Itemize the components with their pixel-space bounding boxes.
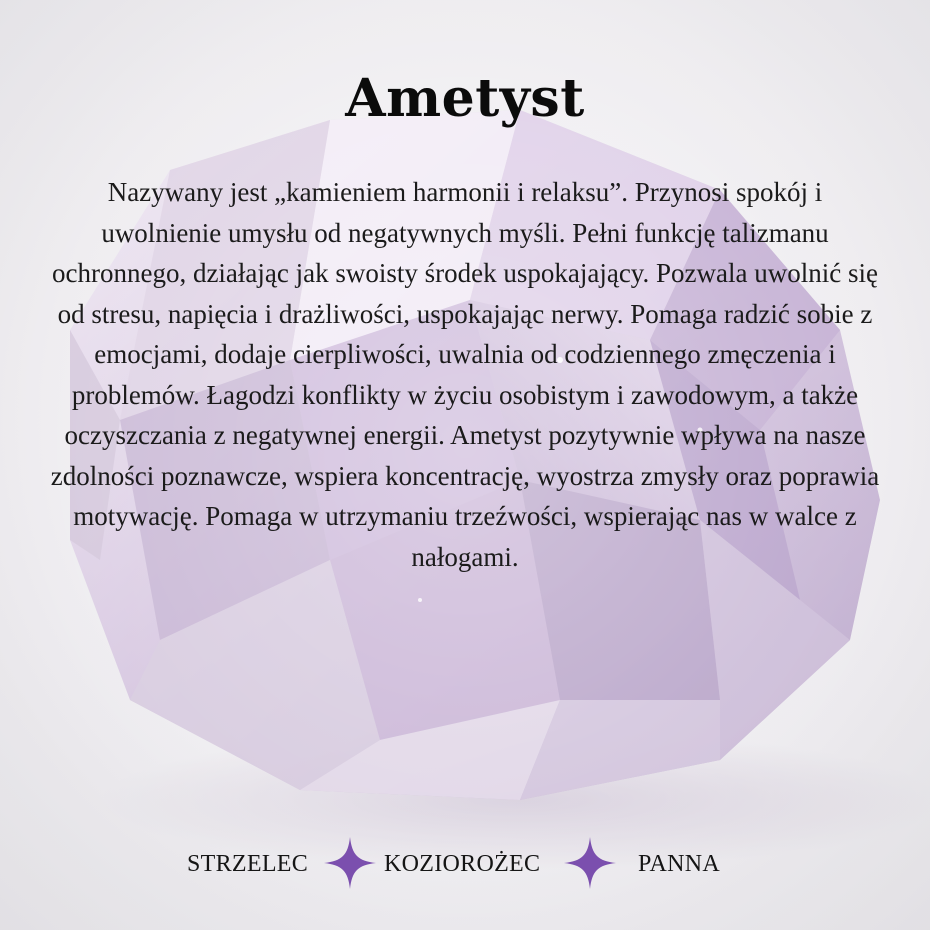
zodiac-sign-strzelec: STRZELEC <box>187 851 309 877</box>
page-title: Ametyst <box>345 68 585 129</box>
crystal-description: Nazywany jest „kamieniem harmonii i relaksu”. Przynosi spokój i uwolnienie umysłu od negatywnych myśli. Pełni funkcję talizmanu ochronnego, działając jak swoisty środek uspokajający. Pozwala uwolnić się od stresu, napięcia i drażliwości, uspokajając nerwy. Pomaga radzić sobie z emocjami, dodaje cierpliwości, uwalnia od codziennego zmęczenia i problemów. Łagodzi konflikty w życiu osobistym i zawodowym, a także oczyszczania z negatywnej energii. Ametyst pozytywnie wpływa na nasze zdolności poznawcze, wspiera koncentrację, wyostrza zmysły oraz poprawia motywację. Pomaga w utrzymaniu trzeźwości, wspierając nas w walce z nałogami. <box>50 177 880 572</box>
zodiac-sign-koziorozec: KOZIOROŻEC <box>384 851 541 877</box>
four-point-star-icon <box>562 835 618 891</box>
zodiac-footer <box>0 833 930 893</box>
zodiac-sign-panna: PANNA <box>638 851 720 877</box>
four-point-star-icon <box>322 835 378 891</box>
